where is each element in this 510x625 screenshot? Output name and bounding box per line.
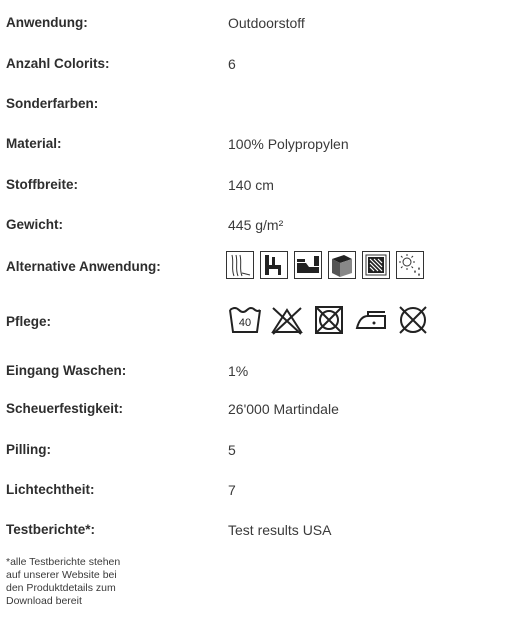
sun-rain-icon	[396, 251, 424, 279]
spec-label: Anzahl Colorits:	[6, 56, 110, 71]
spec-row-pflege	[6, 312, 506, 340]
no-bleach-icon	[270, 304, 304, 336]
spec-row-sonderfarben	[6, 94, 506, 122]
spec-row-pilling	[6, 440, 506, 468]
spec-label: Sonderfarben:	[6, 96, 99, 111]
footnote-line: den Produktdetails zum	[6, 582, 116, 594]
spec-value: Outdoorstoff	[228, 15, 305, 31]
spec-label: Scheuerfestigkeit:	[6, 401, 124, 416]
tablecloth-icon	[328, 251, 356, 279]
no-dry-clean-icon	[396, 304, 430, 336]
spec-value: 26'000 Martindale	[228, 401, 339, 417]
spec-value: Test results USA	[228, 522, 332, 538]
iron-low-icon	[354, 304, 388, 336]
spec-value: 100% Polypropylen	[228, 136, 349, 152]
spec-row-anwendung	[6, 13, 506, 41]
spec-value: 1%	[228, 363, 249, 379]
curtain-icon	[226, 251, 254, 279]
awning-icon	[362, 251, 390, 279]
spec-value: 5	[228, 442, 236, 458]
svg-text:40: 40	[238, 317, 252, 329]
spec-label: Stoffbreite:	[6, 177, 78, 192]
spec-value: 6	[228, 56, 236, 72]
footnote-line: auf unserer Website bei	[6, 569, 117, 581]
spec-row-testberichte	[6, 520, 506, 548]
care-icons	[228, 304, 430, 336]
spec-label: Pilling:	[6, 442, 51, 457]
lounger-icon	[294, 251, 322, 279]
spec-value: 445 g/m²	[228, 217, 284, 233]
spec-row-stoffbreite	[6, 175, 506, 203]
spec-row-eingang-waschen	[6, 361, 506, 389]
spec-row-alternative-anwendung	[6, 257, 506, 285]
chair-icon	[260, 251, 288, 279]
spec-label: Lichtechtheit:	[6, 482, 95, 497]
spec-label: Material:	[6, 136, 62, 151]
footnote-line: Download bereit	[6, 595, 82, 607]
spec-label: Anwendung:	[6, 15, 88, 30]
spec-label: Eingang Waschen:	[6, 363, 127, 378]
spec-label: Alternative Anwendung:	[6, 259, 161, 274]
footnote-line: *alle Testberichte stehen	[6, 556, 121, 568]
spec-row-lichtechtheit	[6, 480, 506, 508]
spec-row-gewicht	[6, 215, 506, 243]
no-tumble-dry-icon	[312, 304, 346, 336]
spec-value: 140 cm	[228, 177, 274, 193]
spec-row-scheuerfestigkeit	[6, 399, 506, 427]
footnote	[6, 556, 146, 608]
application-icons	[226, 251, 424, 279]
wash-40-icon	[228, 304, 262, 336]
spec-value: 7	[228, 482, 236, 498]
spec-label: Pflege:	[6, 314, 52, 329]
spec-row-colorits	[6, 54, 506, 82]
spec-label: Testberichte*:	[6, 522, 96, 537]
spec-label: Gewicht:	[6, 217, 64, 232]
spec-row-material	[6, 134, 506, 162]
